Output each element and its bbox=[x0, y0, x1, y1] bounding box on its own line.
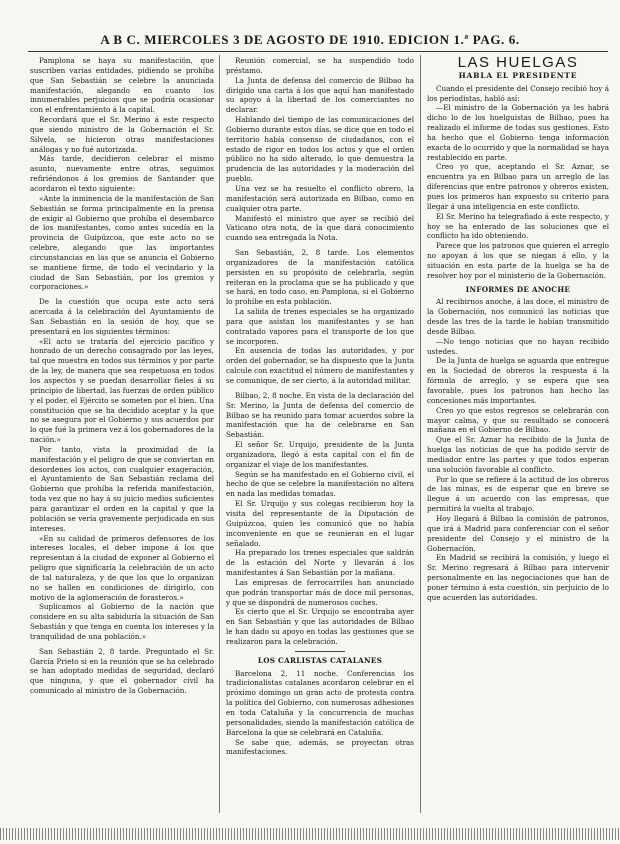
article-paragraph: Manifestó el ministro que ayer se recibió del Vaticano otra nota, de la que dará conocimiento cuando sea entregada la Nota. bbox=[226, 213, 414, 243]
article-paragraph: Al recibirnos anoche, á las doce, el ministro de la Gobernación, nos comunicó las noticias que desde las tres de la tarde le habían transmitido desde Bilbao. bbox=[427, 297, 609, 336]
article-paragraph: Una vez se ha resuelto el conflicto obrero, la manifestación será autorizada en Bilbao, como en cualquier otra parte. bbox=[226, 183, 414, 213]
column-divider-2 bbox=[420, 55, 421, 813]
article-paragraph: «En su calidad de primeros defensores de los intereses locales, el deber impone á los que representan á la ciudad de exponer al Gobierno el peligro que significaría la celebración de un acto de tal naturaleza, y de que los que lo organizan no se hallen en condiciones de dirigirlo, con motivo de la aglomeración de forasteros.» bbox=[30, 533, 214, 602]
article-paragraph: El señor Sr. Urquijo, presidente de la Junta organizadora, llegó á esta capital con el fin de organizar el viaje de los manifestantes. bbox=[226, 440, 414, 469]
article-paragraph: De la cuestión que ocupa este acto será acercada á la celebración del Ayuntamiento de San Sebastián en la sesión de hoy, que se presentará en los siguientes términos: bbox=[30, 297, 214, 336]
section-subheading: HABLA EL PRESIDENTE bbox=[458, 70, 578, 80]
article-paragraph: Barcelona 2, 11 noche. Conferencias los tradicionalistas catalanes acordaron celebrar en el próximo domingo un gran acto de protesta contra la política del Gobierno, con numerosas adhesiones en toda Cataluña y la concurrencia de muchas personalidades, siendo la manifestación católica de Barcelona la que se celebrará en Cataluña. bbox=[226, 668, 414, 737]
article-paragraph: Creo yo que estos regresos se celebrarán con mayor calma, y que su resultado se conocerá mañana en el Gobierno de Bilbao. bbox=[427, 405, 609, 435]
article-paragraph: El Sr. Merino ha telegrafiado á este respecto, y hoy se ha enterado de las soluciones que el conflicto ha ido obteniendo. bbox=[427, 211, 609, 241]
article-paragraph: Las empresas de ferrocarriles han anunciado que podrán transportar más de doce mil personas, y que se dispondrá de numerosos coches. bbox=[226, 577, 414, 607]
header-title: A B C. MIERCOLES 3 DE AGOSTO DE 1910. EDICION 1.ª PAG. 6. bbox=[100, 32, 520, 47]
article-paragraph: Cuando el presidente del Consejo recibió hoy á los periodistas, habló así: bbox=[427, 83, 609, 103]
article-paragraph: Bilbao, 2, 8 noche. En vista de la declaración del Sr. Merino, la Junta de defensa del comercio de Bilbao se ha reunido para tomar acuerdos sobre la manifestación que ha de celebrarse en San Sebastián. bbox=[226, 390, 414, 440]
article-paragraph: Por lo que se refiere á la actitud de los obreros de las minas, es de esperar que en breve se llegue á un acuerdo con las empresas, que permitirá la vuelta al trabajo. bbox=[427, 474, 609, 514]
article-paragraph: Según se ha manifestado en el Gobierno civil, el hecho de que se celebre la manifestación no altera en nada las medidas tomadas. bbox=[226, 469, 414, 499]
article-paragraph: Parece que los patronos que quieren el arreglo no apoyan á los que se niegan á ello, y la situación en esta parte de la huelga se ha de resolver hoy por el ministerio de la Gobernación. bbox=[427, 241, 609, 280]
section-rule bbox=[295, 651, 345, 652]
section-title: LOS CARLISTAS CATALANES bbox=[257, 655, 383, 665]
article-paragraph: Ha preparado los trenes especiales que saldrán de la estación del Norte y llevarán á los manifestantes á San Sebastián por la mañana. bbox=[226, 548, 414, 578]
article-paragraph: —No tengo noticias que no hayan recibido ustedes. bbox=[427, 336, 609, 356]
article-paragraph: «El acto se trataría del ejercicio pacífico y honrado de un derecho consagrado por las leyes, tal que muestra en todos sus términos y por parte de la ley, de manera que sea respetuosa en todos los aspectos y se puedan desarrollar fieles á su principio de libertad, las fuerzas de orden público y el poder, el Ejército se someten por el bien. Una constitución que se ha decidido aceptar y la que no se asegura por el Gobierno y sus acuerdos por lo que fué la primera vez á los gobernadores de la nación.» bbox=[30, 336, 214, 445]
article-paragraph: «Ante la inminencia de la manifestación de San Sebastián se forma principalmente en la prensa de exigir al Gobierno que prohíba el desembarco de los manifestantes, como antes sucedía en la provincia de Guipúzcoa, que este acto no se celebre, alegando que las importantes circunstancias en las que se anuncia el Gobierno se mantiene firme, de todo el vecindario y la ciudad de San Sebastián, por los gremios y corporaciones.» bbox=[30, 193, 214, 292]
article-paragraph: Recordará que el Sr. Merino á este respecto que siendo ministro de la Gobernación el Sr. Silvela, se hicieron otras manifestaciones análogas y no fué autorizada. bbox=[30, 115, 214, 154]
article-paragraph: De la Junta de huelga se aguarda que entregue en la Sociedad de obreros la respuesta á la fórmula de arreglo, y se espera que sea favorable, pues los patronos han hecho las concesiones más importantes. bbox=[427, 356, 609, 405]
article-paragraph: —El ministro de la Gobernación ya les habrá dicho lo de los huelguistas de Bilbao, pues ha realizado el informe de todas sus gestiones. Esto ha hecho que el Gobierno tenga información exacta de lo ocurrido y que la normalidad se haya restablecido en parte. bbox=[427, 103, 609, 162]
article-paragraph: Por tanto, vista la proximidad de la manifestación y el peligro de que se conviertan en desordenes los actos, con cualquier exageración, el Ayuntamiento de San Sebastián reclama del Gobierno que prohíba la referida manifestación, toda vez que no hay á su juicio medios suficientes para garantizar el orden en la capital y que la población se vería gravemente perjudicada en sus intereses. bbox=[30, 444, 214, 533]
section-heading: LAS HUELGAS bbox=[457, 56, 579, 71]
article-paragraph: En Madrid se recibirá la comisión, y luego el Sr. Merino regresará á Bilbao para intervenir personalmente en las negociaciones que han de poner término á esta cuestión, sin perjuicio de lo que acuerden las autoridades. bbox=[427, 553, 609, 602]
article-paragraph: Que el Sr. Aznar ha recibido de la Junta de huelga las noticias de que ha podido servir de mediador entre las partes y que todos esperan una solución favorable al conflicto. bbox=[427, 435, 609, 474]
article-paragraph: La Junta de defensa del comercio de Bilbao ha dirigido una carta á los que aquí han manifestado su apoyo á la libertad de los comerciantes no declarar. bbox=[226, 75, 414, 115]
article-paragraph: Creo yo que, aceptando el Sr. Aznar, se encuentra ya en Bilbao para un arreglo de las diferencias que entre patronos y obreros existen, pues los primeros han expuesto su criterio para llegar á una inteligencia en este conflicto. bbox=[427, 162, 609, 211]
column-3 bbox=[427, 56, 609, 812]
column-1 bbox=[30, 56, 214, 812]
article-paragraph: Pamplona se haya su manifestación, que suscriben varias entidades, pidiendo se prohíba que San Sebastián se celebre la anunciada manifestación, alegando en cuanto los innumerables perjuicios que se podría ocasionar con el enfrentamiento á la capital. bbox=[30, 56, 214, 115]
header-rule bbox=[28, 51, 608, 52]
page-edge-band bbox=[0, 828, 620, 840]
article-paragraph: Es cierto que el Sr. Urquijo se encontraba ayer en San Sebastián y que las autoridades de Bilbao le han dado su apoyo en todas las gestiones que se realizaron para la celebración. bbox=[226, 607, 414, 646]
column-2 bbox=[226, 56, 414, 812]
article-paragraph: Suplicamos al Gobierno de la nación que considere en su alta sabiduría la situación de San Sebastián y que tenga en cuenta los intereses y la tranquilidad de una población.» bbox=[30, 602, 214, 641]
article-paragraph: Se sabe que, además, se proyectan otras manifestaciones. bbox=[226, 737, 414, 757]
article-paragraph: San Sebastián, 2, 8 tarde. Los elementos organizadores de la manifestación católica persisten en su propósito de celebrarla, según reiteran en la proclama que se ha publicado y que se hará, en todo caso, en Pamplona, si el Gobierno lo prohíbe en esta población. bbox=[226, 248, 414, 307]
section-title: INFORMES DE ANOCHE bbox=[465, 284, 571, 294]
column-divider-1 bbox=[219, 55, 220, 813]
article-paragraph: En ausencia de todas las autoridades, y por orden del gobernador, se ha dispuesto que la Junta calcule con exactitud el número de manifestantes y se comunique, de ser cierto, á la autoridad militar. bbox=[226, 346, 414, 385]
article-paragraph: Hablando del tiempo de las comunicaciones del Gobierno durante estos días, se dice que en todo el territorio había consenso de ciudadanos, con el estado de rigor en todos los actos y que el orden público no ha sido alterado, lo que demuestra la prudencia de las autoridades y la moderación del pueblo. bbox=[226, 115, 414, 184]
article-paragraph: El Sr. Urquijo y sus colegas recibieron hoy la visita del representante de la Diputación de Guipúzcoa, quien les comunicó que no había inconveniente en que se reunieran en el lugar señalado. bbox=[226, 499, 414, 548]
article-paragraph: Más tarde, decidieron celebrar el mismo asunto, nuevamente entre otras, seguimos refiriéndonos á los gremios de Santander que acordaron el texto siguiente: bbox=[30, 154, 214, 193]
page-header bbox=[0, 0, 620, 52]
article-paragraph: La salida de trenes especiales se ha organizado para que asistan los manifestantes y se han contratado vapores para el transporte de los que se incorporen. bbox=[226, 307, 414, 346]
article-paragraph: Hoy llegará á Bilbao la comisión de patronos, que irá á Madrid para conferenciar con el señor presidente del Consejo y el ministro de la Gobernación. bbox=[427, 513, 609, 553]
article-paragraph: Reunión comercial, se ha suspendido todo préstamo. bbox=[226, 56, 414, 75]
article-paragraph: San Sebastián 2, 8 tarde. Preguntado el Sr. García Prieto si en la reunión que se ha celebrado se han adoptado medidas de seguridad, declaró que ninguna, y que el gobernador civil ha comunicado al ministro de la Gobernación. bbox=[30, 646, 214, 696]
